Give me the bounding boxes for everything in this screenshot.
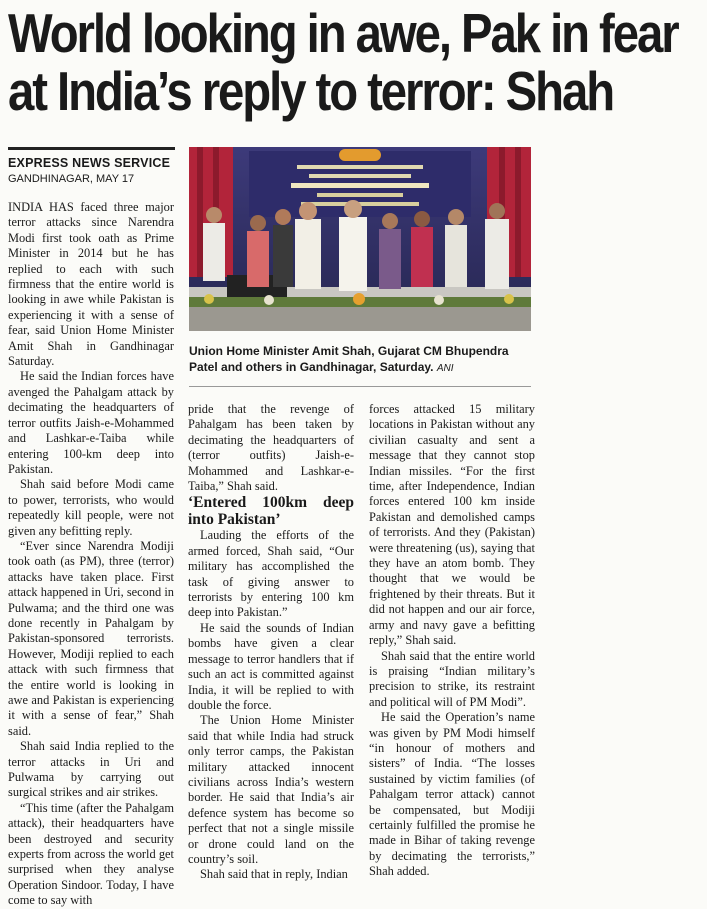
paragraph: Shah said India replied to the terror attacks in Uri and Pulwama by carrying out surgical strikes and air strikes. xyxy=(8,739,174,800)
paragraph: He said the Operation’s name was given by PM Modi himself “in honour of mothers and sisters” of India. “The losses sustained by victim families (of Pahalgam terror attack) cannot be compensated, but Modiji certainly fulfilled the promise he made in Bihar of taking revenge by decimating the terrorists,” Shah added. xyxy=(369,710,535,879)
paragraph: Lauding the efforts of the armed forced, Shah said, “Our military has accomplished the task of giving answer to terrorists by entering 100 km deep into Pakistan.” xyxy=(188,528,354,620)
paragraph: pride that the revenge of Pahalgam has been taken by decimating the headquarters of (terror outfits) Jaish-e-Mohammed and Lashkar-e-Taiba,” Shah said. xyxy=(188,402,354,494)
paragraph: forces attacked 15 military locations in Pakistan without any civilian casualty and sent a message that they cannot stop Indian missiles. “For the first time, after Independence, Indian forces entered 100 km inside Pakistan and demolished camps of terrorists. And they (Pakistan) were threatening (us), saying that they have an atom bomb. They thought that we would be frightened by their threats. But it did not happen and our air force, army and navy gave a befitting reply,” Shah said. xyxy=(369,402,535,648)
paragraph: Shah said that the entire world is praising “Indian military’s precision to strike, its restraint and political will of PM Modi”. xyxy=(369,648,535,709)
caption-rule xyxy=(189,386,531,387)
event-photo xyxy=(189,147,531,331)
photo-credit: ANI xyxy=(436,363,454,374)
paragraph: Shah said that in reply, Indian xyxy=(200,867,348,882)
headline xyxy=(8,2,678,122)
paragraph: The Union Home Minister said that while India had struck only terror camps, the Pakistan military attacked innocent civilians across India’s western border. He said that India’s air defence system has become so perfect that not a single missile or drone could land on the country’s soil. xyxy=(188,713,354,866)
dateline: GANDHINAGAR, MAY 17 xyxy=(8,173,135,185)
article-column-1 xyxy=(8,200,174,909)
byline: EXPRESS NEWS SERVICE xyxy=(8,156,171,170)
event-photo-illustration xyxy=(189,147,531,331)
paragraph: He said the sounds of Indian bombs have given a clear message to terror handlers that if such an act is committed against India, it will be replied to with double the force. xyxy=(188,620,354,712)
article-column-2 xyxy=(188,402,354,883)
photo-caption xyxy=(189,343,531,377)
article-column-3 xyxy=(369,402,535,880)
paragraph: “Ever since Narendra Modiji took oath (as PM), three (terror) attacks have taken place. First attack happened in Uri, second in Pulwama; and the third one was done recently in Pahalgam by Pakistan-sponsored terrorists. However, Modiji replied to each attack with such firmness that the entire world is looking in awe and Pakistan is experiencing it with a sense of fear,” Shah said. xyxy=(8,538,174,738)
headline-line-2: at India’s reply to terror: Shah xyxy=(8,60,614,122)
paragraph: “This time (after the Pahalgam attack), their headquarters have been destroyed and security experts from across the world get surprised when they analyse Operation Sindoor. Today, I have come to say with xyxy=(8,800,174,908)
caption-text: Union Home Minister Amit Shah, Gujarat CM Bhupendra Patel and others in Gandhinagar, Saturday. xyxy=(189,344,509,374)
paragraph: Shah said before Modi came to power, terrorists, who would repeatedly kill people, were not given any befitting reply. xyxy=(8,477,174,538)
byline-rule xyxy=(8,147,175,150)
subheading: ‘Entered 100km deep into Pakistan’ xyxy=(188,494,354,529)
paragraph: INDIA HAS faced three major terror attacks since Narendra Modi first took oath as Prime Minister in 2014 but he has replied to each with such firmness that the entire world is looking in awe while Pakistan is experiencing it with a sense of fear, said Union Home Minister Amit Shah in Gandhinagar Saturday. xyxy=(8,200,174,369)
headline-line-1: World looking in awe, Pak in fear xyxy=(8,2,678,64)
paragraph: He said the Indian forces have avenged the Pahalgam attack by decimating the headquarters of terror outfits Jaish-e-Mohammed and Lashkar-e-Taiba while entering 100-km deep into Pakistan. xyxy=(8,369,174,476)
